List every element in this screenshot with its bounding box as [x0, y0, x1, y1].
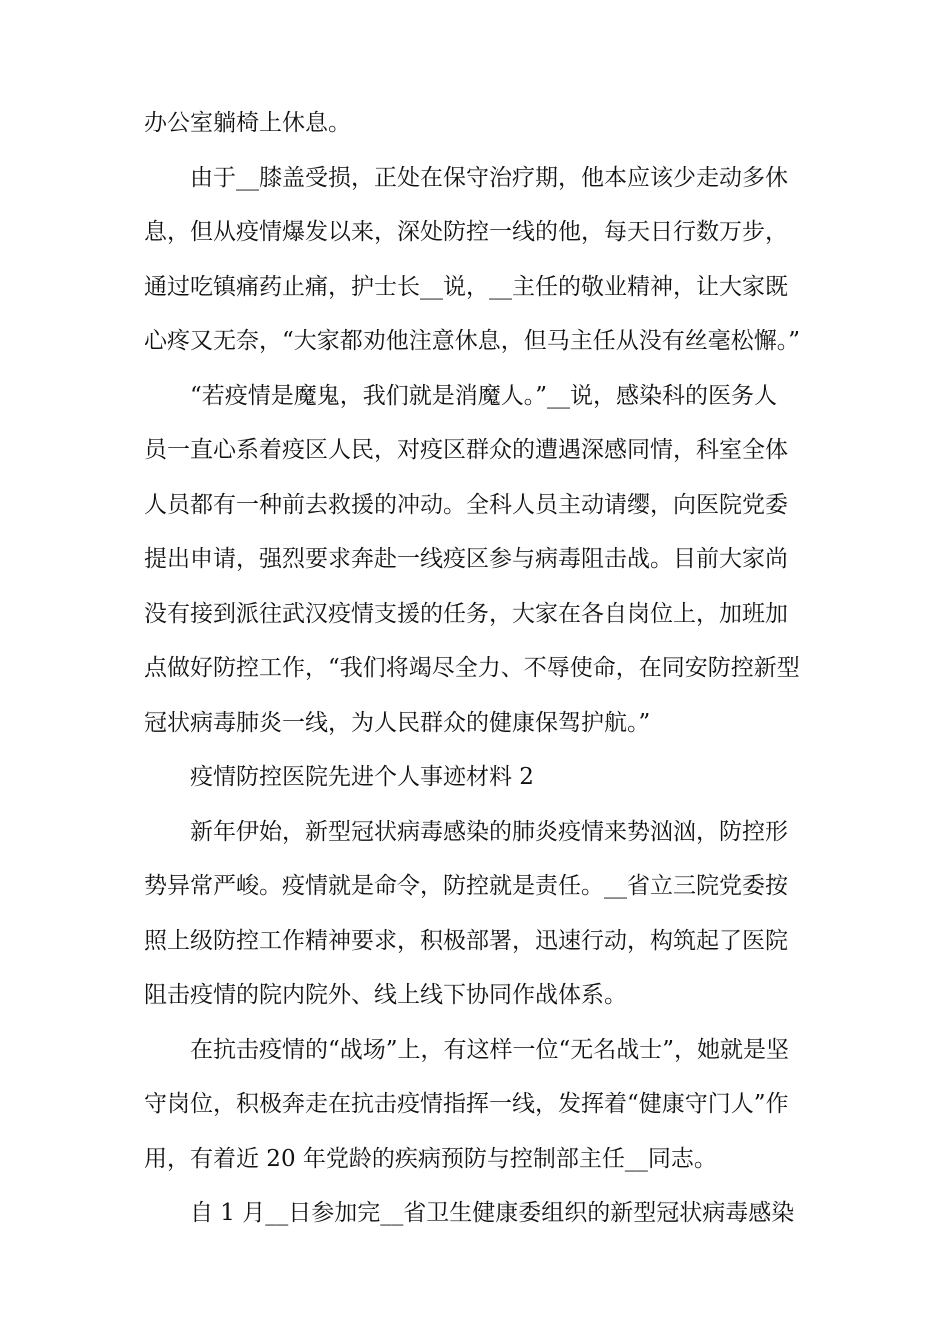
- text-line: 办公室躺椅上休息。: [144, 110, 351, 136]
- paragraph-first-line: “若疫情是魔鬼，我们就是消魔人。”__说，感染科的医务人: [190, 382, 778, 409]
- text-line: 冠状病毒肺炎一线，为人民群众的健康保驾护航。”: [144, 709, 651, 736]
- text-line: 息，但从疫情爆发以来，深处防控一线的他，每天日行数万步，: [144, 219, 788, 245]
- text-line: 用，有着近 20 年党龄的疾病预防与控制部主任__同志。: [144, 1145, 717, 1172]
- paragraph-first-line: 由于__膝盖受损，正处在保守治疗期，他本应该少走动多休: [190, 164, 788, 191]
- text-line: 点做好防控工作，“我们将竭尽全力、不辱使命，在同安防控新型: [144, 655, 800, 681]
- text-line: 提出申请，强烈要求奔赴一线疫区参与病毒阻击战。目前大家尚: [144, 546, 788, 572]
- document-body: [144, 96, 806, 1241]
- paragraph-first-line: 在抗击疫情的“战场”上，有这样一位“无名战士”，她就是坚: [190, 1036, 790, 1063]
- text-line: 照上级防控工作精神要求，积极部署，迅速行动，构筑起了医院: [144, 927, 788, 954]
- paragraph-first-line: 新年伊始，新型冠状病毒感染的肺炎疫情来势汹汹，防控形: [190, 818, 788, 845]
- text-line: 人员都有一种前去救援的冲动。全科人员主动请缨，向医院党委: [144, 491, 788, 518]
- text-line: 员一直心系着疫区人民，对疫区群众的遭遇深感同情，科室全体: [144, 437, 788, 463]
- text-line: 阻击疫情的院内院外、线上线下协同作战体系。: [144, 982, 627, 1008]
- paragraph-first-line: 自 1 月__日参加完__省卫生健康委组织的新型冠状病毒感染: [190, 1200, 795, 1226]
- text-line: 守岗位，积极奔走在抗击疫情指挥一线，发挥着“健康守门人”作: [144, 1091, 789, 1117]
- text-line: 没有接到派往武汉疫情支援的任务，大家在各自岗位上，加班加: [144, 600, 788, 627]
- text-line: 势异常严峻。疫情就是命令，防控就是责任。__省立三院党委按: [144, 873, 788, 899]
- text-line: 通过吃镇痛药止痛，护士长__说，__主任的敬业精神，让大家既: [144, 273, 788, 300]
- text-line: 心疼又无奈，“大家都劝他注意休息，但马主任从没有丝毫松懈。”: [144, 328, 801, 354]
- section-heading: 疫情防控医院先进个人事迹材料 2: [190, 764, 534, 790]
